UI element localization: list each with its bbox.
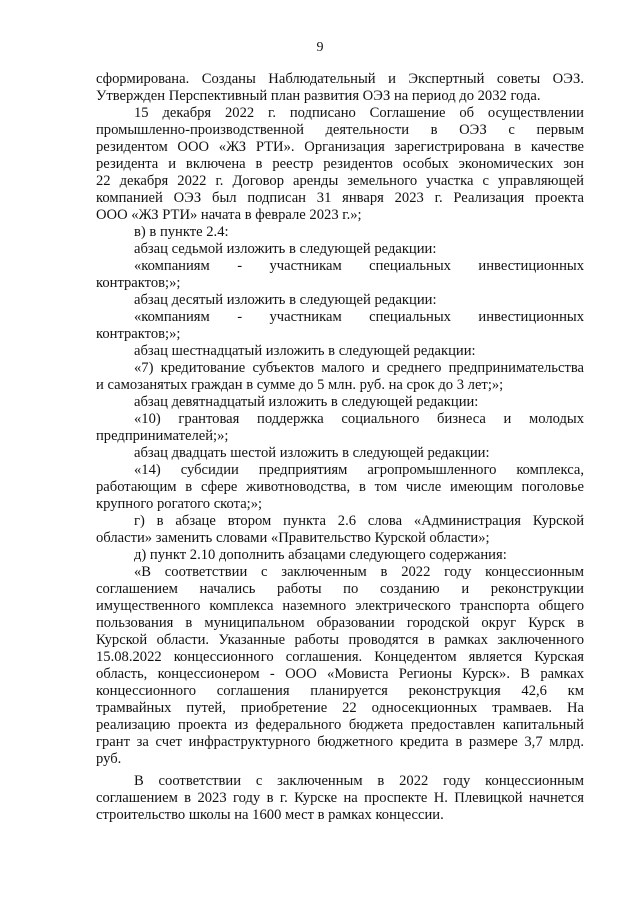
text-line: работающим в сфере животноводства, в том числе имеющим поголовье [96, 479, 584, 495]
text-line: «компаниям - участникам специальных инвестиционных [134, 258, 584, 274]
text-line: резидентом ООО «ЖЗ РТИ». Организация зарегистрирована в качестве [96, 139, 584, 155]
text-line: 15 декабря 2022 г. подписано Соглашение об осуществлении [134, 105, 584, 121]
text-line: реализацию проекта из федерального бюджета предоставлен капитальный [96, 717, 584, 733]
text-line: д) пункт 2.10 дополнить абзацами следующего содержания: [134, 547, 507, 563]
text-line: абзац двадцать шестой изложить в следующей редакции: [134, 445, 490, 461]
text-line: руб. [96, 751, 122, 767]
text-line: промышленно-производственной деятельности в ОЭЗ с первым [96, 122, 584, 138]
text-line: грант за счет инфраструктурного бюджетного кредита в размере 3,7 млрд. [96, 734, 584, 750]
text-line: резидента и включена в реестр резидентов особых экономических зон [96, 156, 584, 172]
text-line: «14) субсидии предприятиям агропромышленного комплекса, [134, 462, 584, 478]
text-line: «компаниям - участникам специальных инвестиционных [134, 309, 584, 325]
text-line: сформирована. Созданы Наблюдательный и Экспертный советы ОЭЗ. [96, 71, 584, 87]
text-line: г) в абзаце втором пункта 2.6 слова «Администрация Курской [134, 513, 584, 529]
text-line: область, концессионером - ООО «Мовиста Регионы Курск». В рамках [96, 666, 584, 682]
text-line: контрактов;»; [96, 326, 181, 342]
text-line: Курской области. Указанные работы проводятся в рамках заключенного [96, 632, 584, 648]
text-line: строительство школы на 1600 мест в рамках концессии. [96, 807, 444, 823]
text-line: имущественного комплекса наземного электрического транспорта общего [96, 598, 584, 614]
text-line: «10) грантовая поддержка социального бизнеса и молодых [134, 411, 584, 427]
text-line: абзац седьмой изложить в следующей редакции: [134, 241, 437, 257]
text-line: абзац шестнадцатый изложить в следующей редакции: [134, 343, 476, 359]
text-line: 15.08.2022 концессионного соглашения. Концедентом является Курская [96, 649, 584, 665]
text-line: трамвайных путей, приобретение 22 односекционных трамваев. На [96, 700, 584, 716]
text-line: предпринимателей;»; [96, 428, 229, 444]
text-line: и самозанятых граждан в сумме до 5 млн. руб. на срок до 3 лет;»; [96, 377, 504, 393]
text-line: компанией ОЭЗ был подписан 31 января 2023 г. Реализация проекта [96, 190, 584, 206]
text-line: крупного рогатого скота;»; [96, 496, 263, 512]
text-line: соглашением в 2023 году в г. Курске на проспекте Н. Плевицкой начнется [96, 790, 584, 806]
text-line: «В соответствии с заключенным в 2022 году концессионным [134, 564, 584, 580]
text-line: 22 декабря 2022 г. Договор аренды земельного участка с управляющей [96, 173, 584, 189]
text-line: соглашением начались работы по созданию и реконструкции [96, 581, 584, 597]
text-line: В соответствии с заключенным в 2022 году концессионным [134, 773, 584, 789]
text-line: абзац девятнадцатый изложить в следующей редакции: [134, 394, 479, 410]
text-line: абзац десятый изложить в следующей редакции: [134, 292, 437, 308]
text-line: области» заменить словами «Правительство Курской области»; [96, 530, 490, 546]
text-line: «7) кредитование субъектов малого и среднего предпринимательства [134, 360, 584, 376]
text-line: концессионного соглашения планируется реконструкция 42,6 км [96, 683, 584, 699]
text-line: ООО «ЖЗ РТИ» начата в феврале 2023 г.»; [96, 207, 362, 223]
text-line: пользования в муниципальном образовании городской округ Курск в [96, 615, 584, 631]
text-line: в) в пункте 2.4: [134, 224, 229, 240]
text-line: контрактов;»; [96, 275, 181, 291]
text-line: Утвержден Перспективный план развития ОЭЗ на период до 2032 года. [96, 88, 541, 104]
page-number: 9 [316, 40, 324, 55]
